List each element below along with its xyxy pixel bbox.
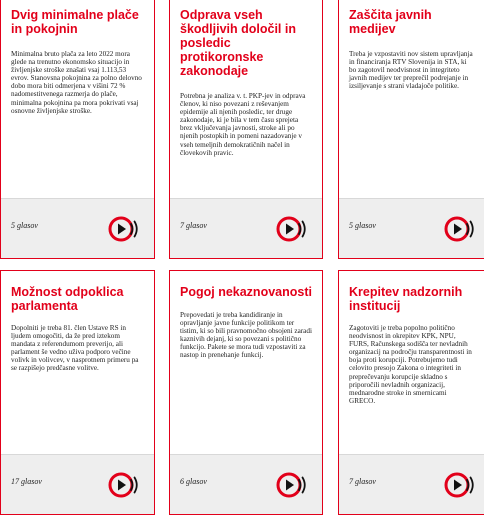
vote-button[interactable] xyxy=(106,467,142,503)
card-footer xyxy=(339,454,484,514)
card-title: Pogoj nekaznovanosti xyxy=(180,285,312,299)
vote-count: 5 glasov xyxy=(349,221,376,230)
vote-button[interactable] xyxy=(442,467,478,503)
card-description: Minimalna bruto plača za leto 2022 mora glede na trenutno ekonomsko situacijo in življenjske stroške znašati vsaj 1.113,53 evrov. Stanovsna pokojnina za polno delovno dobo mora biti odmerjena v višini 72 % nadomestitvenega razmerja do plače, minimalna pokojnina pa mora pokrivati vsaj osnovne življenjske stroške. xyxy=(11,50,142,115)
proposal-card xyxy=(0,0,155,259)
card-footer xyxy=(170,198,322,258)
card-description: Zagotoviti je treba popolno politično neodvisnost in okrepitev KPK, NPU, FURS, Računskega sodišča ter nevladnih organizacij na področju transparentnosti in boja proti korupciji. Potrebujemo tudi celovito presojo Zakona o integriteti in preprečevanju korupcije skladno s priporočili nevladnih organizacij, mednarodne stroke in smernicami GRECO. xyxy=(349,324,472,405)
card-footer xyxy=(339,198,484,258)
play-sound-icon xyxy=(274,467,310,503)
vote-button[interactable] xyxy=(106,211,142,247)
play-sound-icon xyxy=(106,211,142,247)
card-footer xyxy=(170,454,322,514)
play-sound-icon xyxy=(442,467,478,503)
card-description: Prepovedati je treba kandidiranje in opravljanje javne funkcije politikom ter tistim, ki so bili pravnomočno obsojeni zaradi kaznivih dejanj, ki so povezani s politično funkcijo. Pakete se mora tudi vzpostaviti za nastop in prenehanje funkcij. xyxy=(180,311,312,360)
card-description: Potrebna je analiza v. t. PKP-jev in odprava členov, ki niso povezani z reševanjem epidemije ali njenih posledic, ter druge zakonodaje, ki je bila v tem času sprejeta brez vključevanja javnosti, stroke ali po njenih postopkih in pomeni nazadovanje v vseh temeljnih demokratičnih načel in človekovih pravic. xyxy=(180,92,306,157)
vote-button[interactable] xyxy=(442,211,478,247)
proposal-card xyxy=(0,270,155,515)
card-title: Dvig minimalne plače in pokojnin xyxy=(11,8,139,36)
card-footer xyxy=(1,198,154,258)
vote-count: 7 glasov xyxy=(180,221,207,230)
play-sound-icon xyxy=(442,211,478,247)
play-sound-icon xyxy=(274,211,310,247)
proposal-card xyxy=(338,0,484,259)
proposal-card xyxy=(169,0,323,259)
card-title: Možnost odpoklica parlamenta xyxy=(11,285,124,313)
play-sound-icon xyxy=(106,467,142,503)
card-footer xyxy=(1,454,154,514)
card-description: Treba je vzpostaviti nov sistem upravljanja in financiranja RTV Slovenija in STA, ki bo zagotovil neodvisnost in integriteto javnih medijev ter preprečil podrejanje in izsiljevanje s strani vladajoče politike. xyxy=(349,50,473,91)
vote-count: 5 glasov xyxy=(11,221,38,230)
card-title: Zaščita javnih medijev xyxy=(349,8,432,36)
vote-button[interactable] xyxy=(274,211,310,247)
proposal-card xyxy=(169,270,323,515)
vote-count: 6 glasov xyxy=(180,477,207,486)
card-title: Odprava vseh škodljivih določil in posledic protikoronske zakonodaje xyxy=(180,8,296,78)
card-title: Krepitev nadzornih institucij xyxy=(349,285,463,313)
card-description: Dopolniti je treba 81. člen Ustave RS in ljudem omogočiti, da že pred iztekom mandata z referendumom preverijo, ali parlament še vedno uživa podporo večine volivk in volivcev, v nasprotnem primeru pa se razpišejo predčasne volitve. xyxy=(11,324,139,373)
vote-count: 17 glasov xyxy=(11,477,42,486)
vote-count: 7 glasov xyxy=(349,477,376,486)
proposal-card xyxy=(338,270,484,515)
vote-button[interactable] xyxy=(274,467,310,503)
